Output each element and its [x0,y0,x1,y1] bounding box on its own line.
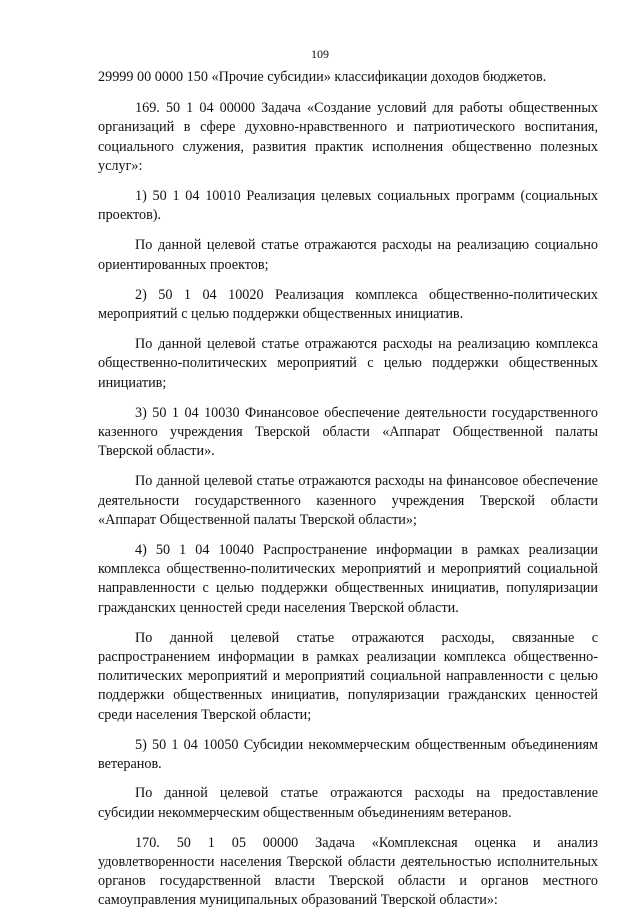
paragraph-item-4: 4) 50 1 04 10040 Распространение информации в рамках реализации комплекса общественно-политических мероприятий и мероприятий социальной направленности с целью поддержки общественных инициатив, популяризации гражданских ценностей среди населения Тверской области. [98,542,598,616]
paragraph-item-2-description: По данной целевой статье отражаются расходы на реализацию комплекса общественно-политических мероприятий с целью поддержки общественных инициатив; [98,336,598,391]
paragraph-item-1-description: По данной целевой статье отражаются расходы на реализацию социально ориентированных проектов; [98,237,598,273]
paragraph-budget-classification: 29999 00 0000 150 «Прочие субсидии» классификации доходов бюджетов. [98,69,547,85]
paragraph-item-1: 1) 50 1 04 10010 Реализация целевых социальных программ (социальных проектов). [98,188,598,224]
paragraph-item-4-description: По данной целевой статье отражаются расходы, связанные с распространением информации в рамках реализации комплекса общественно-политических мероприятий и мероприятий социальной направленности с целью поддержки общественных инициатив, популяризации гражданских ценностей среди населения Тверской области; [98,629,598,723]
document-body [98,68,598,922]
paragraph-item-5-description: По данной целевой статье отражаются расходы на предоставление субсидии некоммерческим общественным объединениям ветеранов. [98,785,598,821]
paragraph-item-5: 5) 50 1 04 10050 Субсидии некоммерческим общественным объединениям ветеранов. [98,736,598,773]
paragraph-item-2: 2) 50 1 04 10020 Реализация комплекса общественно-политических мероприятий с целью поддержки общественных инициатив. [98,286,598,323]
page-number: 109 [311,47,329,61]
paragraph-item-3-description: По данной целевой статье отражаются расходы на финансовое обеспечение деятельности государственного казенного учреждения Тверской области «Аппарат Общественной палаты Тверской области»; [98,473,598,528]
paragraph-task-169: 169. 50 1 04 00000 Задача «Создание условий для работы общественных организаций в сфере духовно-нравственного и патриотического воспитания, социального служения, развития практик исполнения общественно полезных услуг»: [98,100,598,174]
paragraph-item-3: 3) 50 1 04 10030 Финансовое обеспечение деятельности государственного казенного учреждения Тверской области «Аппарат Общественной палаты Тверской области». [98,404,598,460]
paragraph-task-170: 170. 50 1 05 00000 Задача «Комплексная оценка и анализ удовлетворенности населения Тверской области деятельностью исполнительных органов государственной власти Тверской области и органов местного самоуправления муниципальных образований Тверской области»: [98,834,598,909]
